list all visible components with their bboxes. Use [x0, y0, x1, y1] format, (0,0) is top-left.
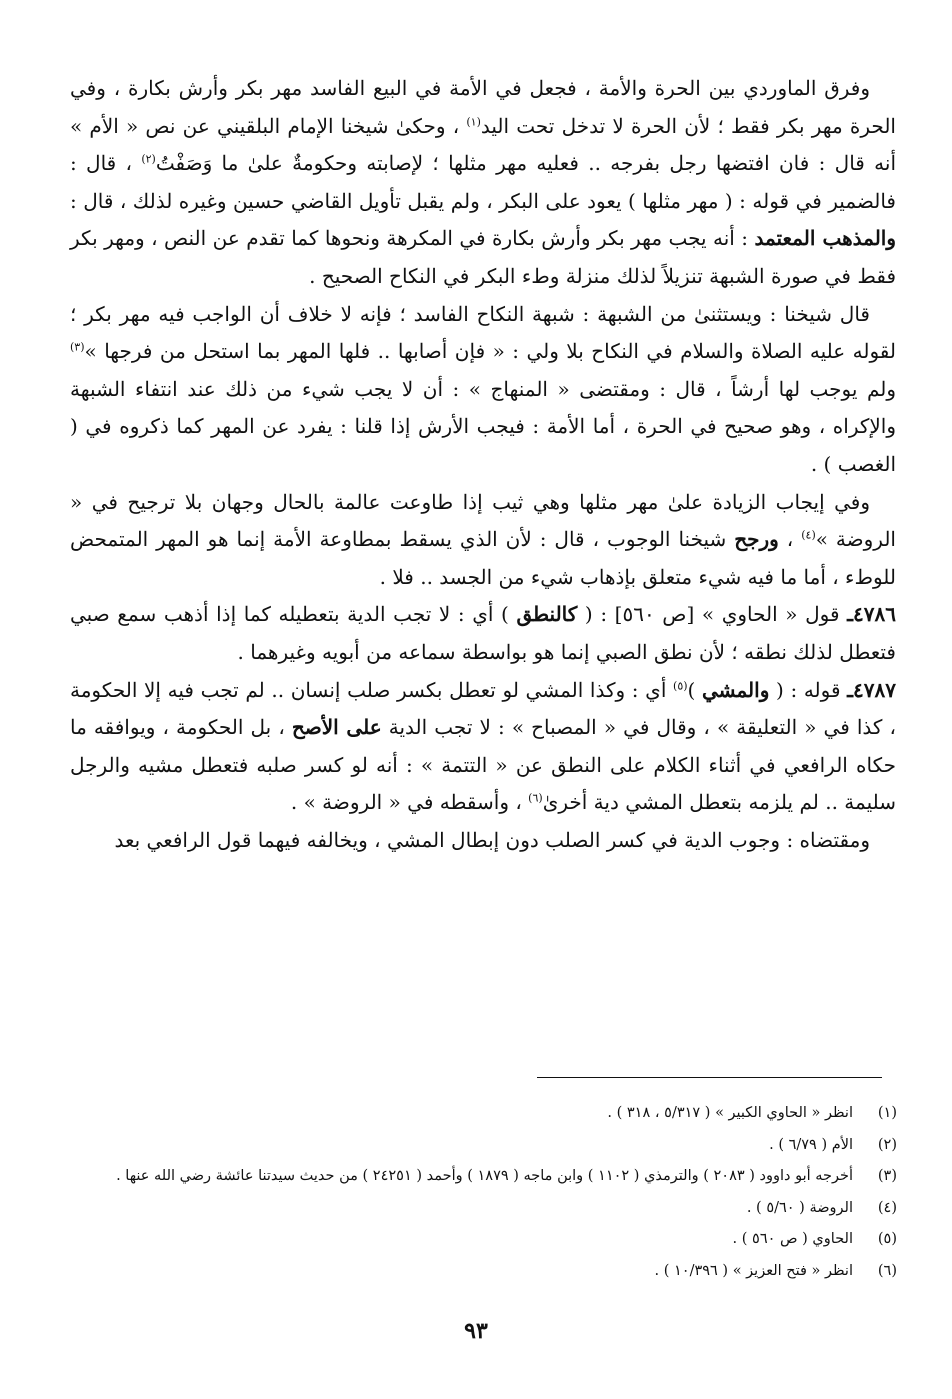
- footnote-reference: (٥): [673, 678, 688, 692]
- paragraph: [70, 484, 896, 597]
- footnote-text: أخرجه أبو داوود ( ٢٠٨٣ ) والترمذي ( ١١٠٢ ) وابن ماجه ( ١٨٧٩ ) وأحمد ( ٢٤٢٥١ ) من حديث سيدتنا عائشة رضي الله عنها .: [116, 1168, 853, 1184]
- text-run: ولم يوجب لها أرشاً ، قال : ومقتضى « المنهاج » : أن لا يجب شيء من ذلك عند انتفاء الشبهة والإكراه ، وهو صحيح في الحرة ، أما الأمة : فيجب الأرش إذا قلنا : يفرد عن المهر كما ذكروه في ( الغصب ) .: [70, 376, 896, 476]
- paragraph: [70, 296, 896, 484]
- text-run: ): [687, 677, 702, 702]
- paragraph: [70, 822, 896, 860]
- text-run: ومقتضاه : وجوب الدية في كسر الصلب دون إبطال المشي ، ويخالفه فيهما قول الرافعي بعد: [114, 827, 870, 852]
- footnote-number: (٢): [877, 1136, 897, 1153]
- footnote-text: الأم ( ٦/٧٩ ) .: [769, 1136, 853, 1153]
- footnote: [57, 1256, 897, 1288]
- footnote-number: (٦): [877, 1262, 897, 1279]
- text-run: ، وأسقطه في « الروضة » .: [290, 790, 529, 815]
- footnote-reference: (٣): [70, 340, 85, 354]
- text-run: ،: [778, 527, 802, 552]
- footnotes: [57, 1098, 897, 1287]
- text-run: أي : وكذا المشي لو تعطل بكسر صلب إنسان .. لم تجب فيه إلا الحكومة ، كذا في « التعليقة » ، وقال في « المصباح » : لا تجب الدية: [70, 677, 896, 740]
- text-run: : أنه يجب مهر بكر وأرش بكارة في المكرهة ونحوها كما تقدم عن النص ، ومهر بكر فقط في صورة الشبهة تنزيلاً لذلك منزلة وطء البكر في النكاح الصحيح .: [70, 226, 896, 288]
- bold-text: والمذهب المعتمد: [754, 226, 896, 251]
- bold-text: كالنطق: [516, 602, 578, 627]
- text-run: ، قال : فالضمير في قوله : ( مهر مثلها ) يعود على البكر ، ولم يقبل تأويل القاضي حسين وغيره لذلك ، قال :: [70, 151, 896, 213]
- paragraph: [70, 70, 896, 296]
- text-run: ، بل الحكومة ، ويوافقه ما حكاه الرافعي في أثناء الكلام على النطق عن « التتمة » : أنه لو كسر صلبه فتعطل مشيه والرجل سليمة .. لم يلزمه بتعطل المشي دية أخرىٰ: [70, 715, 896, 815]
- text-run: وفرق الماوردي بين الحرة والأمة ، فجعل في الأمة في البيع الفاسد مهر بكر وأرش بكارة ، وفي الحرة مهر بكر فقط ؛ لأن الحرة لا تدخل تحت اليد: [70, 76, 896, 138]
- footnote-divider: [537, 1077, 882, 1078]
- text-run: شيخنا الوجوب ، قال : لأن الذي يسقط بمطاوعة الأمة إنما هو المهر المتمحض للوطء ، أما ما فيه شيء متعلق بإذهاب شيء من الجسد .. فلا .: [70, 527, 896, 589]
- page-number: ٩٣: [464, 1318, 488, 1344]
- footnote: [57, 1224, 897, 1256]
- footnote-text: انظر « الحاوي الكبير » ( ٥/٣١٧ ، ٣١٨ ) .: [607, 1105, 853, 1121]
- page-body: [70, 70, 896, 859]
- text-run: قوله : (: [769, 677, 848, 702]
- footnote-reference: (١): [466, 114, 481, 128]
- footnote: [57, 1130, 897, 1162]
- footnote-number: (٤): [877, 1199, 897, 1216]
- bold-text: ٤٧٨٧ـ: [847, 677, 896, 702]
- footnote-number: (٣): [877, 1168, 897, 1184]
- bold-text: ٤٧٨٦ـ: [847, 602, 896, 627]
- bold-text: على الأصح: [291, 715, 382, 740]
- footnote-text: الحاوي ( ص ٥٦٠ ) .: [732, 1231, 853, 1247]
- footnote-reference: (٤): [801, 528, 816, 542]
- footnote-text: الروضة ( ٥/٦٠ ) .: [746, 1199, 853, 1216]
- text-run: قال شيخنا : ويستثنىٰ من الشبهة : شبهة النكاح الفاسد ؛ فإنه لا خلاف أن الواجب فيه مهر بكر ؛ لقوله عليه الصلاة والسلام في النكاح بلا ولي : « فإن أصابها .. فلها المهر بما استحل من فرجها »: [70, 301, 896, 364]
- footnote: [57, 1098, 897, 1130]
- footnote: [57, 1161, 897, 1193]
- text-run: وفي إيجاب الزيادة علىٰ مهر مثلها وهي ثيب إذا طاوعت عالمة بالحال وجهان بلا ترجيح في « الروضة »: [70, 489, 896, 552]
- bold-text: والمشي: [701, 677, 770, 702]
- footnote-text: انظر « فتح العزيز » ( ١٠/٣٩٦ ) .: [654, 1262, 853, 1279]
- main-text: [70, 70, 896, 859]
- text-run: ) أي : لا تجب الدية بتعطيله كما إذا أذهب سمع صبي فتعطل لذلك نطقه ؛ لأن نطق الصبي إنما هو بواسطة سماعه من أبويه وغيرهما .: [70, 602, 896, 664]
- paragraph: [70, 596, 896, 671]
- footnote-reference: (٦): [528, 791, 543, 805]
- footnote: [57, 1193, 897, 1225]
- footnote-number: (١): [877, 1105, 897, 1121]
- text-run: ، وحكىٰ شيخنا الإمام البلقيني عن نص « الأم » أنه قال : فان افتضها رجل بفرجه .. فعليه مهر مثلها ؛ لإصابته وحكومةٌ علىٰ ما وَصَفْتُ: [70, 113, 897, 176]
- footnote-reference: (٢): [141, 152, 156, 166]
- footnote-number: (٥): [877, 1231, 897, 1247]
- paragraph: [70, 672, 896, 822]
- text-run: قول « الحاوي » [ص ٥٦٠] : (: [577, 602, 848, 627]
- bold-text: ورجح: [734, 527, 779, 552]
